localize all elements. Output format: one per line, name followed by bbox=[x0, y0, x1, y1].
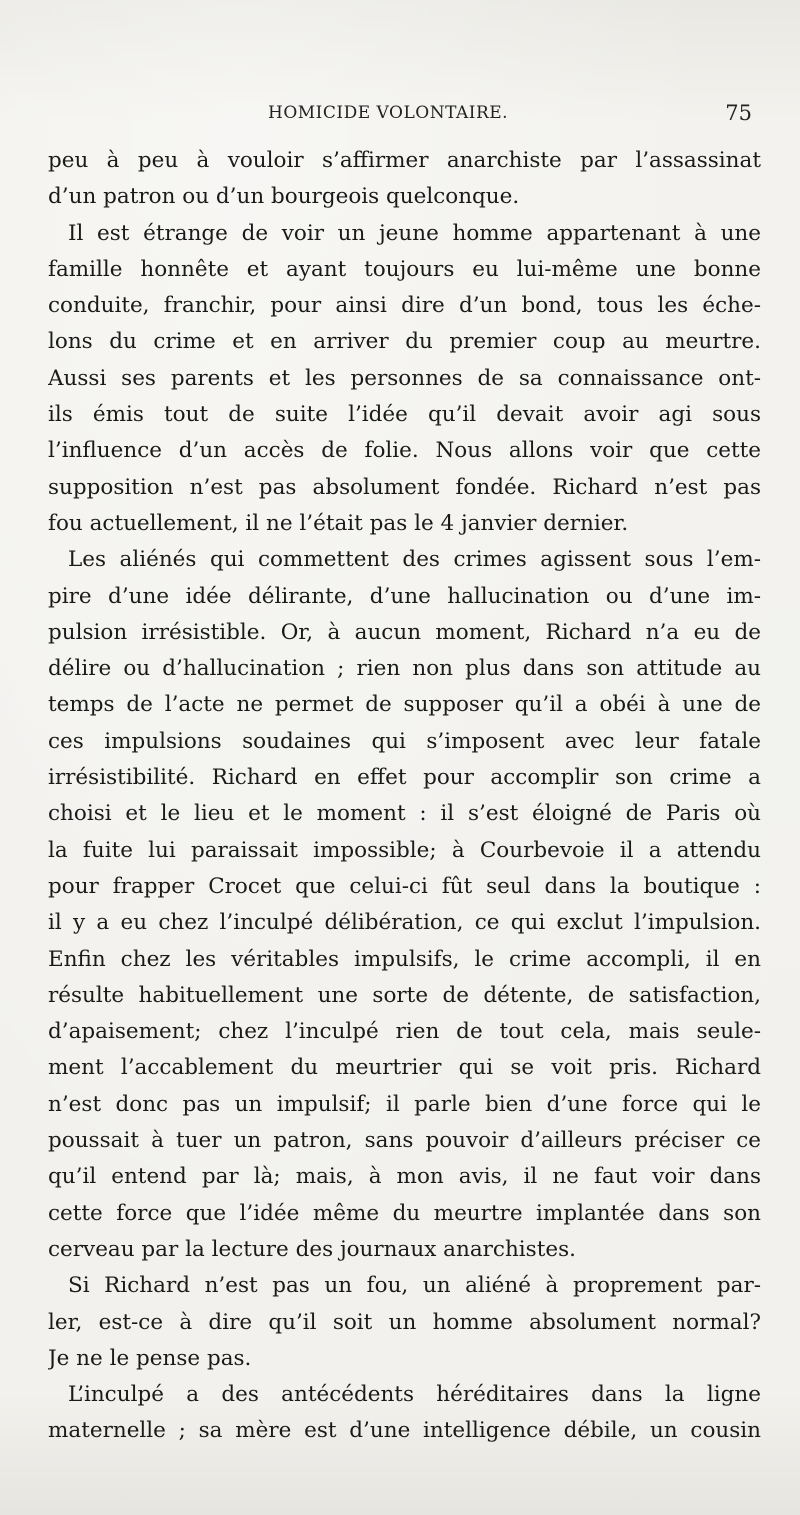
text-line: pulsion irrésistible. Or, à aucun moment, Richard n’a eu de bbox=[48, 619, 761, 645]
text-line: lons du crime et en arriver du premier coup au meurtre. bbox=[48, 329, 761, 355]
text-line: maternelle ; sa mère est d’une intelligence débile, un cousin bbox=[48, 1418, 761, 1444]
text-line: résulte habituellement une sorte de détente, de satisfaction, bbox=[48, 982, 761, 1008]
text-line: poussait à tuer un patron, sans pouvoir d’ailleurs préciser ce bbox=[48, 1128, 761, 1154]
text-line: Si Richard n’est pas un fou, un aliéné à proprement par- bbox=[68, 1273, 761, 1299]
text-line: Aussi ses parents et les personnes de sa connaissance ont- bbox=[48, 365, 761, 391]
text-line: temps de l’acte ne permet de supposer qu’il a obéi à une de bbox=[48, 692, 761, 718]
text-line: ment l’accablement du meurtrier qui se voit pris. Richard bbox=[48, 1055, 761, 1081]
text-line: ler, est-ce à dire qu’il soit un homme absolument normal? bbox=[48, 1309, 761, 1335]
text-line: Il est étrange de voir un jeune homme appartenant à une bbox=[68, 220, 761, 246]
text-line: conduite, franchir, pour ainsi dire d’un bond, tous les éche- bbox=[48, 293, 761, 319]
running-title: HOMICIDE VOLONTAIRE. bbox=[268, 103, 509, 123]
text-line: qu’il entend par là; mais, à mon avis, il ne faut voir dans bbox=[48, 1164, 761, 1190]
text-line: Je ne le pense pas. bbox=[48, 1345, 252, 1371]
text-line: peu à peu à vouloir s’affirmer anarchiste par l’assassinat bbox=[48, 148, 761, 173]
text-line: cerveau par la lecture des journaux anarchistes. bbox=[48, 1236, 576, 1262]
body-text bbox=[48, 143, 761, 1450]
text-line: d’apaisement; chez l’inculpé rien de tout cela, mais seule- bbox=[48, 1019, 761, 1045]
text-line: fou actuellement, il ne l’était pas le 4 janvier dernier. bbox=[48, 510, 629, 536]
text-line: ces impulsions soudaines qui s’imposent avec leur fatale bbox=[48, 728, 761, 754]
page-number: 75 bbox=[725, 101, 752, 125]
text-line: d’un patron ou d’un bourgeois quelconque. bbox=[48, 184, 520, 210]
text-line: choisi et le lieu et le moment : il s’est éloigné de Paris où bbox=[48, 801, 761, 827]
text-line: Les aliénés qui commettent des crimes agissent sous l’em- bbox=[68, 547, 761, 573]
text-line: pire d’une idée délirante, d’une hallucination ou d’une im- bbox=[48, 583, 761, 609]
text-line: L’inculpé a des antécédents héréditaires dans la ligne bbox=[68, 1382, 761, 1408]
text-line: supposition n’est pas absolument fondée. Richard n’est pas bbox=[48, 474, 761, 500]
text-line: cette force que l’idée même du meurtre implantée dans son bbox=[48, 1200, 761, 1226]
text-line: l’influence d’un accès de folie. Nous allons voir que cette bbox=[48, 438, 761, 464]
text-line: famille honnête et ayant toujours eu lui-même une bonne bbox=[48, 256, 761, 282]
text-line: il y a eu chez l’inculpé délibération, ce qui exclut l’impulsion. bbox=[48, 910, 761, 936]
text-line: Enfin chez les véritables impulsifs, le crime accompli, il en bbox=[48, 946, 761, 972]
text-line: pour frapper Crocet que celui-ci fût seul dans la boutique : bbox=[48, 873, 761, 899]
text-line: la fuite lui paraissait impossible; à Courbevoie il a attendu bbox=[48, 837, 761, 863]
page-header bbox=[0, 103, 800, 133]
text-line: ils émis tout de suite l’idée qu’il devait avoir agi sous bbox=[48, 402, 761, 428]
text-line: irrésistibilité. Richard en effet pour accomplir son crime a bbox=[48, 765, 761, 791]
text-line: délire ou d’hallucination ; rien non plus dans son attitude au bbox=[48, 656, 761, 682]
text-line: n’est donc pas un impulsif; il parle bien d’une force qui le bbox=[48, 1091, 761, 1117]
